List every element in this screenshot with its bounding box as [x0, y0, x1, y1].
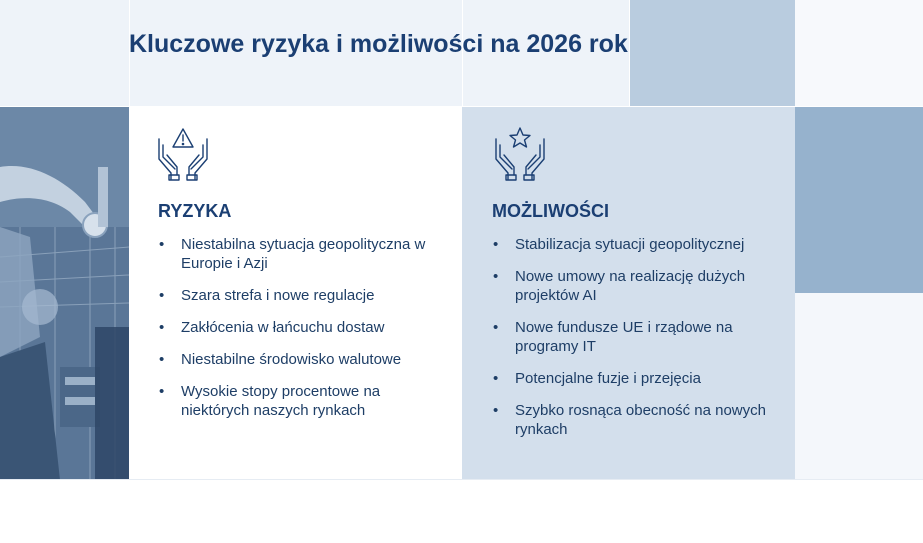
risks-panel	[129, 107, 462, 480]
bullet-icon: •	[493, 370, 499, 387]
list-item: • Niestabilne środowisko walutowe	[159, 351, 402, 368]
opportunities-heading: MOŻLIWOŚCI	[492, 201, 609, 221]
list-item: • Szara strefa i nowe regulacje	[159, 287, 375, 304]
slide-title: Kluczowe ryzyka i możliwości na 2026 rok	[129, 30, 628, 58]
list-item: • Nowe umowy na realizację dużych projektów AI	[493, 268, 746, 304]
hands-warning-icon	[155, 125, 211, 181]
bullet-icon: •	[493, 236, 499, 253]
bullet-icon: •	[159, 383, 165, 400]
list-item: • Nowe fundusze UE i rządowe na programy IT	[493, 319, 733, 355]
header-divider	[629, 0, 630, 106]
list-item: • Niestabilna sytuacja geopolityczna w Europie i Azji	[159, 236, 426, 272]
list-item: • Szybko rosnąca obecność na nowych rynkach	[493, 402, 766, 438]
bullet-icon: •	[493, 402, 499, 419]
list-item: • Stabilizacja sytuacji geopolitycznej	[493, 236, 745, 253]
bullet-icon: •	[159, 236, 165, 253]
divider	[0, 479, 923, 480]
bullet-icon: •	[159, 287, 165, 304]
list-item: • Potencjalne fuzje i przejęcia	[493, 370, 701, 387]
hands-star-icon	[492, 125, 548, 181]
header-band-left	[0, 0, 129, 106]
header-band-accent	[629, 0, 795, 106]
bullet-icon: •	[159, 351, 165, 368]
decorative-block	[795, 293, 923, 480]
opportunities-panel	[462, 107, 795, 480]
bullet-icon: •	[159, 319, 165, 336]
bullet-icon: •	[493, 319, 499, 336]
list-item: • Zakłócenia w łańcuchu dostaw	[159, 319, 385, 336]
header-band-right	[795, 0, 923, 106]
opportunities-list	[492, 235, 777, 452]
risks-heading: RYZYKA	[158, 201, 232, 221]
factory-robot-illustration	[0, 107, 129, 480]
factory-robot-image	[0, 107, 129, 480]
bullet-icon: •	[493, 268, 499, 285]
risks-list	[158, 235, 448, 433]
list-item: • Wysokie stopy procentowe na niektórych naszych rynkach	[159, 383, 381, 419]
decorative-block	[795, 107, 923, 293]
